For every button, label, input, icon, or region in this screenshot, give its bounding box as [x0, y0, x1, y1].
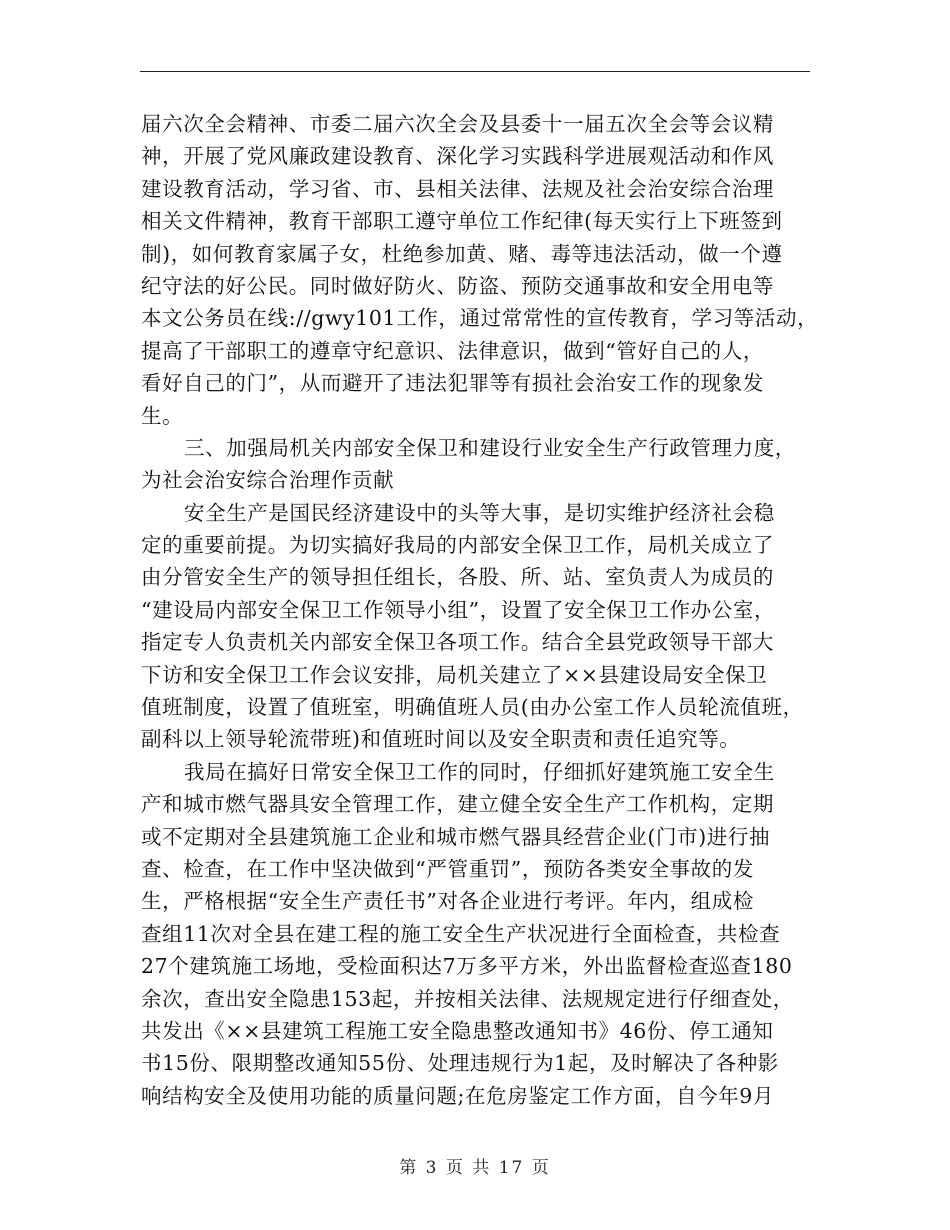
- text-line: 三、加强局机关内部安全保卫和建设行业安全生产行政管理力度，: [184, 435, 796, 460]
- text-line: 查、检查，在工作中坚决做到“严管重罚”，预防各类安全事故的发: [141, 856, 754, 881]
- text-line: 共发出《××县建筑工程施工安全隐患整改通知书》46份、停工通知: [141, 1018, 774, 1043]
- text-line: 建设教育活动，学习省、市、县相关法律、法规及社会治安综合治理: [141, 176, 774, 201]
- text-line: 27个建筑施工场地，受检面积达7万多平方米，外出监督检查巡查180: [141, 954, 793, 979]
- text-line: 书15份、限期整改通知55份、处理违规行为1起，及时解决了各种影: [141, 1051, 779, 1076]
- text-line: 届六次全会精神、市委二届六次全会及县委十一届五次全会等会议精: [141, 112, 774, 136]
- text-line: 纪守法的好公民。同时做好防火、防盗、预防交通事故和安全用电等: [141, 273, 774, 298]
- text-line: 指定专人负责机关内部安全保卫各项工作。结合全县党政领导干部大: [141, 630, 774, 655]
- text-line: 由分管安全生产的领导担任组长，各股、所、站、室负责人为成员的: [141, 565, 774, 590]
- text-line: “建设局内部安全保卫工作领导小组”，设置了安全保卫工作办公室，: [141, 597, 776, 622]
- page-footer: 第 3 页 共 17 页: [399, 1158, 551, 1178]
- text-line: 为社会治安综合治理作贡献: [141, 468, 395, 493]
- text-line: 查组11次对全县在建工程的施工安全生产状况进行全面检查，共检查: [141, 921, 781, 946]
- text-line: 神，开展了党风廉政建设教育、深化学习实践科学进展观活动和作风: [141, 144, 774, 169]
- text-line: 生，严格根据“安全生产责任书”对各企业进行考评。年内，组成检: [141, 889, 754, 914]
- text-line: 余次，查出安全隐患153起，并按相关法律、法规规定进行仔细查处，: [141, 986, 794, 1011]
- text-line: 产和城市燃气器具安全管理工作，建立健全安全生产工作机构，定期: [141, 792, 774, 817]
- header-rule: [140, 71, 810, 72]
- text-line: 提高了干部职工的遵章守纪意识、法律意识，做到“管好自己的人，: [141, 338, 764, 363]
- text-line: 安全生产是国民经济建设中的头等大事，是切实维护经济社会稳: [184, 500, 775, 525]
- document-body: [141, 108, 821, 1112]
- text-line: 制)，如何教育家属子女，杜绝参加黄、赌、毒等违法活动，做一个遵: [141, 241, 783, 266]
- text-line: 我局在搞好日常安全保卫工作的同时，仔细抓好建筑施工安全生: [184, 759, 775, 784]
- text-line: 定的重要前提。为切实搞好我局的内部安全保卫工作，局机关成立了: [141, 533, 774, 558]
- text-line: 值班制度，设置了值班室，明确值班人员(由办公室工作人员轮流值班，: [141, 695, 804, 720]
- text-line: 下访和安全保卫工作会议安排，局机关建立了××县建设局安全保卫: [141, 662, 768, 687]
- text-line: 看好自己的门”，从而避开了违法犯罪等有损社会治安工作的现象发: [141, 371, 764, 396]
- text-line: 相关文件精神，教育干部职工遵守单位工作纪律(每天实行上下班签到: [141, 209, 783, 234]
- text-line: 生。: [141, 403, 184, 428]
- text-line: 或不定期对全县建筑施工企业和城市燃气器具经营企业(门市)进行抽: [141, 824, 771, 849]
- text-line: 副科以上领导轮流带班)和值班时间以及安全职责和责任追究等。: [141, 727, 741, 752]
- text-line: 本文公务员在线://gwy101工作，通过常常性的宣传教育，学习等活动，: [141, 306, 819, 331]
- text-line: 响结构安全及使用功能的质量问题;在危房鉴定工作方面，自今年9月: [141, 1083, 775, 1108]
